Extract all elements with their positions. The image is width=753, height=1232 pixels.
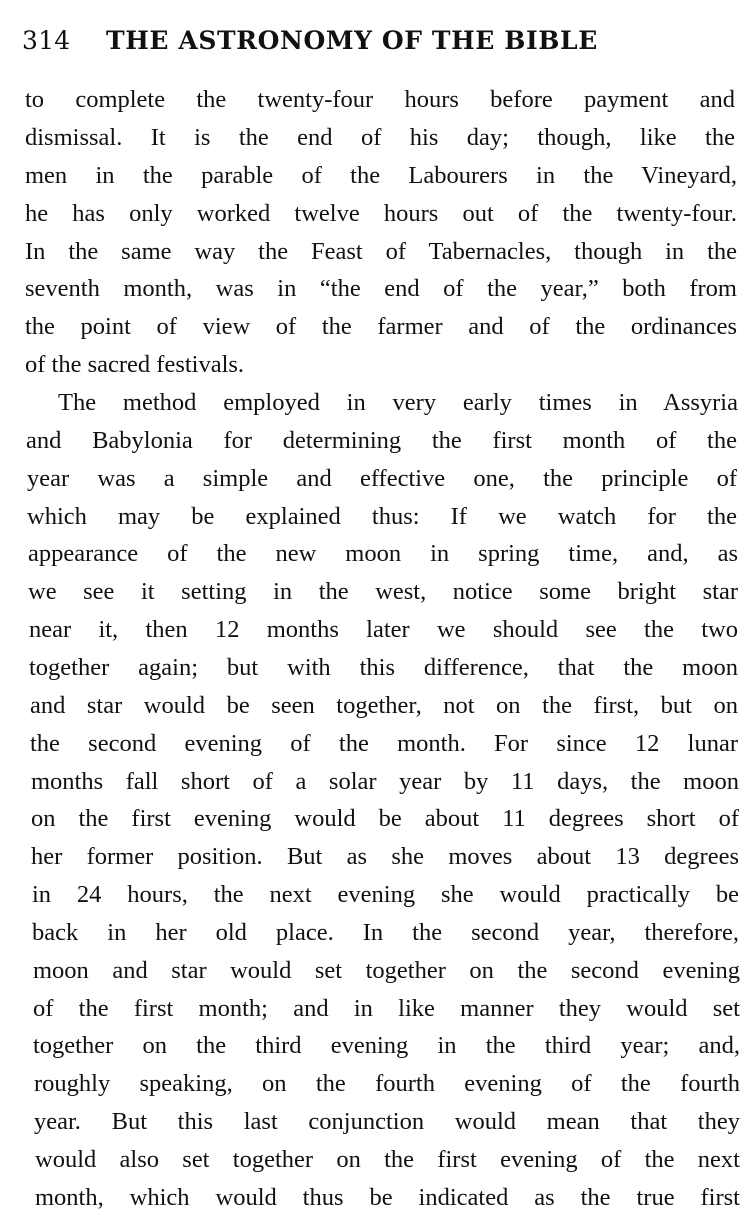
text-line: in 24 hours, the next evening she would practically be	[32, 881, 739, 908]
text-line: on the first evening would be about 11 degrees short of	[31, 805, 739, 832]
text-line: together again; but with this difference, that the moon	[29, 654, 738, 681]
text-line: and Babylonia for determining the first month of the	[26, 427, 737, 454]
text-line: In the same way the Feast of Tabernacles, though in the	[25, 238, 737, 265]
text-line: months fall short of a solar year by 11 days, the moon	[31, 768, 739, 795]
text-line: her former position. But as she moves about 13 degrees	[31, 843, 739, 870]
text-line: dismissal. It is the end of his day; though, like the	[25, 124, 735, 151]
text-line: and star would be seen together, not on the first, but on	[30, 692, 738, 719]
text-line: of the first month; and in like manner they would set	[33, 995, 740, 1022]
text-line: would also set together on the first evening of the next	[35, 1146, 740, 1173]
text-line: seventh month, was in “the end of the year,” both from	[25, 275, 737, 302]
text-line: to complete the twenty-four hours before payment and	[25, 86, 735, 113]
text-line: roughly speaking, on the fourth evening of the fourth	[34, 1070, 740, 1097]
text-line: year was a simple and effective one, the principle of	[27, 465, 737, 492]
text-line: near it, then 12 months later we should see the two	[29, 616, 738, 643]
text-line: moon and star would set together on the second evening	[33, 957, 740, 984]
text-line: month, which would thus be indicated as the true first	[35, 1184, 740, 1211]
text-line: together on the third evening in the third year; and,	[33, 1032, 740, 1059]
text-line: he has only worked twelve hours out of the twenty-four.	[25, 200, 737, 227]
text-line: the point of view of the farmer and of the ordinances	[25, 313, 737, 340]
text-line: The method employed in very early times in Assyria	[58, 389, 738, 416]
page-number: 314	[22, 26, 71, 55]
text-line: we see it setting in the west, notice some bright star	[28, 578, 738, 605]
text-line: appearance of the new moon in spring time, and, as	[28, 540, 738, 567]
running-title: THE ASTRONOMY OF THE BIBLE	[106, 26, 598, 55]
text-line: men in the parable of the Labourers in the Vineyard,	[25, 162, 737, 189]
text-line: of the sacred festivals.	[25, 351, 245, 378]
text-line: back in her old place. In the second year, therefore,	[32, 919, 739, 946]
text-line: which may be explained thus: If we watch for the	[27, 503, 737, 530]
text-line: the second evening of the month. For since 12 lunar	[30, 730, 738, 757]
text-line: year. But this last conjunction would mean that they	[34, 1108, 740, 1135]
